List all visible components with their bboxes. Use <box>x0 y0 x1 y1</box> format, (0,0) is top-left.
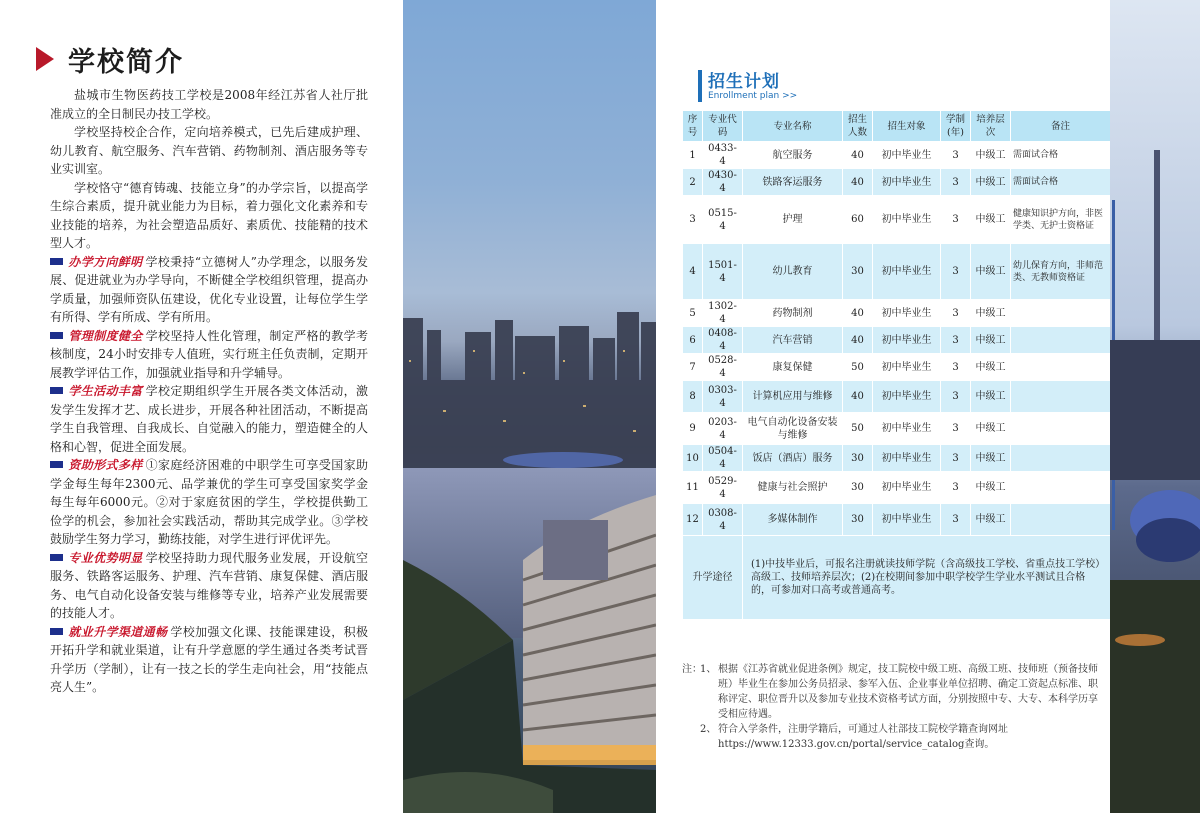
triangle-marker-icon <box>36 47 54 71</box>
major-code: 0528-4 <box>703 354 743 381</box>
column-header: 备注 <box>1011 111 1111 142</box>
square-bullet-icon <box>50 554 63 561</box>
major-code: 1501-4 <box>703 244 743 300</box>
training-level: 中级工 <box>971 142 1011 169</box>
section-keyword: 就业升学渠道通畅 <box>68 624 168 639</box>
row-number: 8 <box>683 381 703 413</box>
section-keyword: 专业优势明显 <box>68 550 143 565</box>
table-header-row <box>683 111 1111 142</box>
column-header: 序号 <box>683 111 703 142</box>
study-years: 3 <box>941 142 971 169</box>
row-number: 6 <box>683 327 703 354</box>
major-name: 电气自动化设备安装与维修 <box>743 413 843 445</box>
target-students: 初中毕业生 <box>873 445 941 472</box>
target-students: 初中毕业生 <box>873 244 941 300</box>
study-years: 3 <box>941 300 971 327</box>
remark: 幼儿保育方向，非师范类、无教师资格证 <box>1011 244 1111 300</box>
edge-photo-illustration <box>1110 0 1200 813</box>
section-paragraph <box>50 327 368 383</box>
major-code: 0308-4 <box>703 504 743 536</box>
advancement-row <box>683 536 1111 620</box>
study-years: 3 <box>941 169 971 196</box>
training-level: 中级工 <box>971 413 1011 445</box>
section-paragraph <box>50 456 368 549</box>
row-number: 9 <box>683 413 703 445</box>
table-row <box>683 354 1111 381</box>
section-keyword: 办学方向鲜明 <box>68 254 143 269</box>
advancement-label: 升学途径 <box>683 536 743 620</box>
enrollment-count: 40 <box>843 381 873 413</box>
intro-paragraph: 学校坚持校企合作，定向培养模式，已先后建成护理、幼儿教育、航空服务、汽车营销、药物制剂、酒店服务等专业实训室。 <box>50 125 368 176</box>
city-skyline-illustration <box>403 0 656 813</box>
remark: 健康知识护方向，非医学类、无护士资格证 <box>1011 196 1111 244</box>
enrollment-count: 30 <box>843 472 873 504</box>
enrollment-count: 40 <box>843 300 873 327</box>
study-years: 3 <box>941 354 971 381</box>
table-row <box>683 445 1111 472</box>
major-code: 0303-4 <box>703 381 743 413</box>
training-level: 中级工 <box>971 472 1011 504</box>
study-years: 3 <box>941 381 971 413</box>
square-bullet-icon <box>50 332 63 339</box>
edge-photo <box>1110 0 1200 813</box>
target-students: 初中毕业生 <box>873 472 941 504</box>
table-row <box>683 142 1111 169</box>
major-code: 0203-4 <box>703 413 743 445</box>
footnote-text: 根据《江苏省就业促进条例》规定，技工院校中级工班、高级工班、技师班（预备技师班）毕业生在参加公务员招录、参军入伍、企业事业单位招聘、确定工资起点标准、职称评定、职位晋升以及参加专业技术资格考试方面，分别按照中专、大专、本科学历享受相应待遇。 <box>718 664 1098 720</box>
major-name: 护理 <box>743 196 843 244</box>
section-text: 学校坚持人性化管理，制定严格的教学考核制度，24小时安排专人值班，实行班主任负责制，定期开展教学评估工作，加强就业指导和升学辅导。 <box>50 328 368 380</box>
major-name: 药物制剂 <box>743 300 843 327</box>
study-years: 3 <box>941 244 971 300</box>
enrollment-count: 30 <box>843 504 873 536</box>
target-students: 初中毕业生 <box>873 142 941 169</box>
major-name: 康复保健 <box>743 354 843 381</box>
target-students: 初中毕业生 <box>873 327 941 354</box>
school-intro-panel <box>0 0 403 813</box>
target-students: 初中毕业生 <box>873 504 941 536</box>
intro-paragraph: 学校恪守“德育铸魂、技能立身”的办学宗旨，以提高学生综合素质，提升就业能力为目标，着力强化文化素养和专业技能的培养，为社会塑造品质好、素质优、技能精的技术型人才。 <box>50 180 368 250</box>
intro-title: 学校简介 <box>68 46 184 78</box>
major-name: 汽车营销 <box>743 327 843 354</box>
footnote <box>682 662 1106 722</box>
training-level: 中级工 <box>971 244 1011 300</box>
intro-body <box>50 86 368 697</box>
study-years: 3 <box>941 327 971 354</box>
target-students: 初中毕业生 <box>873 381 941 413</box>
table-row <box>683 327 1111 354</box>
remark <box>1011 300 1111 327</box>
remark <box>1011 354 1111 381</box>
training-level: 中级工 <box>971 300 1011 327</box>
training-level: 中级工 <box>971 445 1011 472</box>
enrollment-count: 60 <box>843 196 873 244</box>
target-students: 初中毕业生 <box>873 354 941 381</box>
enrollment-count: 40 <box>843 169 873 196</box>
major-code: 0433-4 <box>703 142 743 169</box>
footnote-number: 2、 <box>700 724 717 735</box>
remark <box>1011 504 1111 536</box>
footnote-number: 1、 <box>700 664 717 675</box>
enrollment-count: 30 <box>843 244 873 300</box>
study-years: 3 <box>941 196 971 244</box>
table-row <box>683 504 1111 536</box>
table-row <box>683 381 1111 413</box>
remark <box>1011 413 1111 445</box>
enrollment-table <box>682 110 1110 620</box>
column-header: 专业名称 <box>743 111 843 142</box>
row-number: 7 <box>683 354 703 381</box>
advancement-text: (1)中技毕业后，可报名注册就读技师学院（含高级技工学校、省重点技工学校）高级工、技师培养层次；(2)在校期间参加中职学校学生学业水平测试且合格的，可参加对口高考或普通高考。 <box>743 536 1111 620</box>
remark: 需面试合格 <box>1011 169 1111 196</box>
table-row <box>683 169 1111 196</box>
skyline-buildings <box>403 312 656 470</box>
section-keyword: 资助形式多样 <box>68 458 143 472</box>
enrollment-count: 30 <box>843 445 873 472</box>
intro-title-row <box>36 42 184 76</box>
training-level: 中级工 <box>971 381 1011 413</box>
lit-bridge <box>503 452 623 468</box>
study-years: 3 <box>941 413 971 445</box>
major-name: 航空服务 <box>743 142 843 169</box>
row-number: 11 <box>683 472 703 504</box>
major-name: 幼儿教育 <box>743 244 843 300</box>
major-name: 健康与社会照护 <box>743 472 843 504</box>
row-number: 4 <box>683 244 703 300</box>
training-level: 中级工 <box>971 504 1011 536</box>
row-number: 5 <box>683 300 703 327</box>
target-students: 初中毕业生 <box>873 300 941 327</box>
section-text: 学校秉持“立德树人”办学理念，以服务发展、促进就业为办学导向，不断健全学校组织管理，提高办学质量，加强师资队伍建设，优化专业设置，让每位学生学有所得、学有所成、学有所用。 <box>50 254 368 324</box>
row-number: 10 <box>683 445 703 472</box>
major-name: 饭店（酒店）服务 <box>743 445 843 472</box>
row-number: 3 <box>683 196 703 244</box>
table-row <box>683 472 1111 504</box>
table-row <box>683 413 1111 445</box>
column-header: 招生对象 <box>873 111 941 142</box>
target-students: 初中毕业生 <box>873 169 941 196</box>
table-row <box>683 300 1111 327</box>
major-code: 0529-4 <box>703 472 743 504</box>
training-level: 中级工 <box>971 169 1011 196</box>
major-name: 多媒体制作 <box>743 504 843 536</box>
section-text: ①家庭经济困难的中职学生可享受国家助学金每生每年2300元、品学兼优的学生可享受国家奖学金每生每年6000元。②对于家庭贫困的学生，学校提供勤工俭学的机会，参加社会实践活动，帮助其完成学业。③学校鼓励学生努力学习，勤练技能，对学生进行评优评先。 <box>50 458 368 546</box>
remark <box>1011 445 1111 472</box>
section-paragraph <box>50 253 368 327</box>
footnote-text: 符合入学条件，注册学籍后，可通过人社部技工院校学籍查询网址https://www.12333.gov.cn/portal/service_catalog查询。 <box>718 724 1008 750</box>
section-paragraph <box>50 382 368 456</box>
study-years: 3 <box>941 504 971 536</box>
footnote-label: 注： <box>682 664 702 675</box>
row-number: 12 <box>683 504 703 536</box>
remark <box>1011 381 1111 413</box>
training-level: 中级工 <box>971 327 1011 354</box>
enrollment-panel <box>656 0 1110 813</box>
section-keyword: 学生活动丰富 <box>68 384 143 398</box>
city-photo <box>403 0 656 813</box>
column-header: 招生人数 <box>843 111 873 142</box>
major-code: 0408-4 <box>703 327 743 354</box>
square-bullet-icon <box>50 628 63 635</box>
footnote <box>682 722 1106 752</box>
remark: 需面试合格 <box>1011 142 1111 169</box>
remark <box>1011 472 1111 504</box>
square-bullet-icon <box>50 258 63 265</box>
row-number: 2 <box>683 169 703 196</box>
enrollment-count: 50 <box>843 354 873 381</box>
square-bullet-icon <box>50 387 63 394</box>
table-row <box>683 196 1111 244</box>
footnotes <box>682 662 1106 752</box>
enrollment-count: 50 <box>843 413 873 445</box>
header-accent-bar <box>698 70 702 102</box>
training-level: 中级工 <box>971 354 1011 381</box>
major-name: 铁路客运服务 <box>743 169 843 196</box>
study-years: 3 <box>941 472 971 504</box>
column-header: 专业代码 <box>703 111 743 142</box>
enrollment-count: 40 <box>843 142 873 169</box>
row-number: 1 <box>683 142 703 169</box>
major-code: 0504-4 <box>703 445 743 472</box>
section-keyword: 管理制度健全 <box>68 328 143 343</box>
enrollment-title: 招生计划 <box>708 72 780 92</box>
major-code: 0430-4 <box>703 169 743 196</box>
target-students: 初中毕业生 <box>873 196 941 244</box>
enrollment-count: 40 <box>843 327 873 354</box>
section-text: 学校定期组织学生开展各类文体活动，激发学生发挥才艺、成长进步，开展各种社团活动，不断提高学生自我管理、自我成长、自觉融入的能力，塑造健全的人格和心智，促进全面发展。 <box>50 384 368 454</box>
column-header: 培养层次 <box>971 111 1011 142</box>
target-students: 初中毕业生 <box>873 413 941 445</box>
major-code: 0515-4 <box>703 196 743 244</box>
section-text: 学校加强文化课、技能课建设，积极开拓升学和就业渠道，让有升学意愿的学生通过各类考试晋升学历（学制），让有一技之长的学生走向社会，用“技能点亮人生”。 <box>50 624 368 694</box>
section-text: 学校坚持助力现代服务业发展，开设航空服务、铁路客运服务、护理、汽车营销、康复保健、酒店服务、电气自动化设备安装与维修等专业，培养产业发展需要的技能人才。 <box>50 550 368 620</box>
table-row <box>683 244 1111 300</box>
column-header: 学制(年) <box>941 111 971 142</box>
enrollment-subtitle: Enrollment plan >> <box>708 91 798 101</box>
major-code: 1302-4 <box>703 300 743 327</box>
study-years: 3 <box>941 445 971 472</box>
section-paragraph <box>50 549 368 623</box>
section-paragraph <box>50 623 368 697</box>
training-level: 中级工 <box>971 196 1011 244</box>
square-bullet-icon <box>50 461 63 468</box>
intro-paragraph: 盐城市生物医药技工学校是2008年经江苏省人社厅批准成立的全日制民办技工学校。 <box>50 88 368 121</box>
remark <box>1011 327 1111 354</box>
major-name: 计算机应用与维修 <box>743 381 843 413</box>
